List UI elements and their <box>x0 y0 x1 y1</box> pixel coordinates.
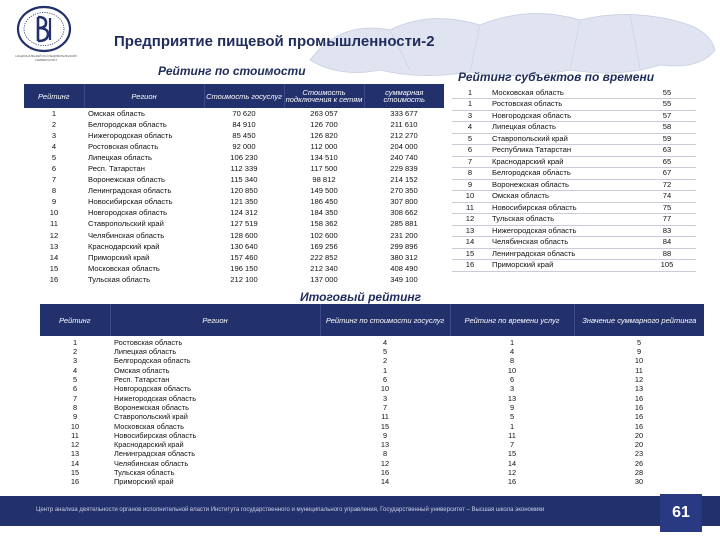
table-cell: 67 <box>638 168 696 180</box>
table-cell: 5 <box>509 412 515 422</box>
table-cell: 9 <box>382 430 388 440</box>
table-cell: 4 <box>382 338 388 347</box>
table-cell: 16 <box>49 274 59 284</box>
time-ranking-table <box>452 87 696 272</box>
table-cell: 13 <box>507 393 517 403</box>
table-cell: 117 500 <box>310 164 338 174</box>
table-row <box>452 179 696 191</box>
table-cell: 1 <box>452 99 488 111</box>
table-cell: Нижегородская область <box>488 225 638 237</box>
table-cell: 115 340 <box>230 175 258 185</box>
table-cell: 12 <box>634 375 644 385</box>
table-cell: 333 677 <box>390 108 418 118</box>
table-row <box>452 248 696 260</box>
cost-table-header-row <box>24 84 444 108</box>
table-cell: 5 <box>51 152 57 162</box>
table-cell: 11 <box>71 430 79 440</box>
table-cell: 30 <box>634 477 644 487</box>
col-header: Рейтинг <box>24 84 84 108</box>
table-cell: Московская область <box>114 421 184 431</box>
page-title: Предприятие пищевой промышленности-2 <box>114 33 435 50</box>
table-cell: 83 <box>638 225 696 237</box>
table-cell: 16 <box>380 468 390 477</box>
table-cell: 16 <box>70 477 80 487</box>
table-row <box>452 202 696 214</box>
hse-emblem-icon <box>10 4 78 54</box>
table-cell: 6 <box>509 375 515 385</box>
final-ranking-table <box>40 304 704 486</box>
table-cell: 112 339 <box>230 164 258 174</box>
table-cell: Республика Татарстан <box>488 145 638 157</box>
col-header: Стоимость госуслуг <box>204 84 284 108</box>
table-cell: 120 850 <box>230 186 258 196</box>
table-cell: 134 510 <box>310 152 338 162</box>
table-row <box>40 468 704 477</box>
table-cell: 4 <box>51 141 57 151</box>
table-row <box>40 431 704 440</box>
table-row <box>452 156 696 168</box>
table-cell: 124 312 <box>230 208 258 218</box>
table-cell: 9 <box>509 402 515 412</box>
table-cell: 10 <box>49 208 59 218</box>
table-cell: 28 <box>634 468 644 477</box>
table-cell: Липецкая область <box>114 347 177 357</box>
table-cell: Ленинградская область <box>114 449 196 459</box>
table-row <box>24 230 444 241</box>
table-cell: 4 <box>452 122 488 134</box>
table-row <box>24 241 444 252</box>
table-cell: 263 057 <box>310 108 338 118</box>
table-row <box>24 186 444 197</box>
table-row <box>452 122 696 134</box>
table-cell: 380 312 <box>390 252 418 262</box>
table-row <box>40 393 704 402</box>
table-cell: 74 <box>638 191 696 203</box>
table-cell: Краснодарский край <box>88 241 160 251</box>
table-cell: 106 230 <box>230 152 258 162</box>
table-cell: 77 <box>638 214 696 226</box>
table-row <box>452 87 696 99</box>
table-cell: 14 <box>70 458 80 468</box>
table-cell: 186 450 <box>310 197 338 207</box>
table-cell: 299 896 <box>390 241 418 251</box>
table-cell: 212 340 <box>310 263 338 273</box>
table-cell: 98 812 <box>312 175 336 185</box>
table-cell: 10 <box>380 384 390 394</box>
table-cell: 70 620 <box>232 108 256 118</box>
table-row <box>24 197 444 208</box>
table-cell: Омская область <box>88 108 145 118</box>
table-cell: 270 350 <box>390 186 418 196</box>
col-header: Рейтинг <box>40 304 110 336</box>
table-cell: 26 <box>634 458 644 468</box>
time-ranking-title: Рейтинг субъектов по времени <box>458 70 655 84</box>
table-cell: 11 <box>452 202 488 214</box>
table-cell: 55 <box>638 99 696 111</box>
table-row <box>24 141 444 152</box>
table-cell: 6 <box>382 375 388 385</box>
table-cell: 8 <box>382 449 388 459</box>
table-cell: 65 <box>638 156 696 168</box>
table-cell: 7 <box>51 175 57 185</box>
table-cell: Ставропольский край <box>114 412 188 422</box>
table-cell: Приморский край <box>488 260 638 272</box>
table-cell: 11 <box>381 412 389 422</box>
table-cell: 196 150 <box>230 263 258 273</box>
table-cell: Новгородская область <box>88 208 168 218</box>
cost-ranking-table <box>24 84 444 286</box>
page-number: 61 <box>660 494 702 532</box>
table-cell: 12 <box>49 230 59 240</box>
table-row <box>24 274 444 285</box>
table-cell: Омская область <box>488 191 638 203</box>
table-row <box>40 347 704 356</box>
table-cell: Челябинская область <box>88 230 165 240</box>
col-header: суммарная стоимость <box>364 84 444 108</box>
table-row <box>40 477 704 486</box>
table-cell: Челябинская область <box>488 237 638 249</box>
table-cell: Новосибирская область <box>114 430 197 440</box>
table-cell: 58 <box>638 122 696 134</box>
table-cell: 126 700 <box>310 119 338 129</box>
table-cell: 16 <box>634 412 644 422</box>
table-cell: 15 <box>70 468 80 477</box>
table-cell: 121 350 <box>230 197 258 207</box>
table-cell: 3 <box>51 130 57 140</box>
table-cell: 307 800 <box>390 197 418 207</box>
table-cell: 14 <box>380 477 390 487</box>
table-cell: 158 362 <box>310 219 338 229</box>
table-cell: 16 <box>634 393 644 403</box>
table-row <box>452 133 696 145</box>
table-cell: 14 <box>452 237 488 249</box>
table-cell: 3 <box>452 110 488 122</box>
table-cell: Воронежская область <box>88 175 165 185</box>
table-cell: 112 000 <box>310 141 338 151</box>
table-cell: 6 <box>452 145 488 157</box>
table-cell: 75 <box>638 202 696 214</box>
table-cell: Респ. Татарстан <box>114 375 170 385</box>
table-cell: 72 <box>638 179 696 191</box>
table-row <box>24 219 444 230</box>
table-cell: Новосибирская область <box>88 197 173 207</box>
table-cell: 1 <box>452 87 488 99</box>
table-cell: 57 <box>638 110 696 122</box>
table-cell: 9 <box>636 347 642 357</box>
table-cell: 10 <box>70 421 80 431</box>
table-cell: 137 000 <box>310 274 338 284</box>
table-cell: Ставропольский край <box>88 219 164 229</box>
table-cell: 3 <box>509 384 515 394</box>
table-cell: 127 519 <box>230 219 258 229</box>
table-cell: 10 <box>452 191 488 203</box>
table-cell: 14 <box>507 458 517 468</box>
table-cell: 157 460 <box>230 252 258 262</box>
table-row <box>452 225 696 237</box>
table-cell: 349 100 <box>390 274 418 284</box>
table-row <box>24 252 444 263</box>
table-cell: Краснодарский край <box>488 156 638 168</box>
table-cell: 1 <box>51 108 57 118</box>
table-row <box>452 214 696 226</box>
table-cell: 12 <box>70 440 80 450</box>
table-row <box>452 168 696 180</box>
table-cell: Челябинская область <box>114 458 189 468</box>
table-row <box>24 175 444 186</box>
table-cell: 105 <box>638 260 696 272</box>
table-cell: 23 <box>634 449 644 459</box>
final-ranking-title: Итоговый рейтинг <box>300 290 422 304</box>
table-cell: 169 256 <box>310 241 338 251</box>
table-cell: Приморский край <box>114 477 174 487</box>
table-cell: 63 <box>638 145 696 157</box>
table-cell: Омская область <box>114 365 170 375</box>
table-cell: 214 152 <box>390 175 418 185</box>
table-cell: Нижегородская область <box>114 393 197 403</box>
table-cell: 11 <box>635 365 643 375</box>
table-cell: 1 <box>509 338 515 347</box>
table-cell: 15 <box>380 421 390 431</box>
col-header: Стоимость подключения к сетям <box>284 84 364 108</box>
table-row <box>24 108 444 119</box>
table-cell: 92 000 <box>232 141 256 151</box>
table-row <box>40 459 704 468</box>
col-header: Регион <box>84 84 204 108</box>
table-cell: 8 <box>452 168 488 180</box>
table-cell: 12 <box>507 468 517 477</box>
table-cell: 184 350 <box>310 208 338 218</box>
table-cell: 15 <box>507 449 517 459</box>
table-cell: 212 270 <box>390 130 418 140</box>
table-cell: 4 <box>72 365 78 375</box>
table-cell: 6 <box>72 384 78 394</box>
table-cell: Новгородская область <box>114 384 192 394</box>
table-cell: 149 500 <box>310 186 338 196</box>
footer-bar <box>0 496 720 526</box>
table-cell: Тульская область <box>114 468 175 477</box>
table-row <box>452 110 696 122</box>
table-cell: Московская область <box>88 263 160 273</box>
table-row <box>452 145 696 157</box>
table-cell: 16 <box>634 421 644 431</box>
table-cell: Ленинградская область <box>488 248 638 260</box>
table-cell: 14 <box>49 252 59 262</box>
table-row <box>24 119 444 130</box>
table-row <box>24 263 444 274</box>
table-cell: 11 <box>50 219 58 229</box>
table-cell: 16 <box>634 402 644 412</box>
table-cell: 15 <box>452 248 488 260</box>
col-header: Рейтинг по стоимости госуслуг <box>320 304 450 336</box>
table-cell: 3 <box>72 356 78 366</box>
table-row <box>24 208 444 219</box>
table-row <box>40 421 704 430</box>
table-cell: Тульская область <box>488 214 638 226</box>
table-cell: 55 <box>638 87 696 99</box>
footer-text: Центр анализа деятельности органов исполнительной власти Института государственного и муниципального управления, Государственный университет – Высшая школа экономики <box>36 507 545 513</box>
table-cell: 126 820 <box>310 130 338 140</box>
table-cell: 5 <box>452 133 488 145</box>
table-cell: 308 662 <box>390 208 418 218</box>
table-cell: 5 <box>382 347 388 357</box>
table-cell: 13 <box>452 225 488 237</box>
table-row <box>452 260 696 272</box>
table-cell: 9 <box>452 179 488 191</box>
table-row <box>40 366 704 375</box>
table-cell: Тульская область <box>88 274 151 284</box>
table-cell: Белгородская область <box>88 119 167 129</box>
table-cell: 7 <box>72 393 78 403</box>
table-cell: 13 <box>70 449 80 459</box>
table-cell: Краснодарский край <box>114 440 184 450</box>
table-cell: 231 200 <box>390 230 418 240</box>
table-cell: 8 <box>51 186 57 196</box>
table-cell: 2 <box>72 347 78 357</box>
table-cell: 13 <box>380 440 390 450</box>
table-cell: 20 <box>634 440 644 450</box>
table-cell: Ростовская область <box>114 338 183 347</box>
table-cell: 12 <box>380 458 390 468</box>
logo-caption: НАЦИОНАЛЬНЫЙ ИССЛЕДОВАТЕЛЬСКИЙ УНИВЕРСИТЕТ <box>15 54 77 62</box>
table-row <box>40 412 704 421</box>
table-row <box>452 99 696 111</box>
table-row <box>40 375 704 384</box>
table-cell: 1 <box>72 338 78 347</box>
table-cell: Московская область <box>488 87 638 99</box>
table-cell: 7 <box>382 402 388 412</box>
table-cell: Ростовская область <box>88 141 159 151</box>
table-cell: 59 <box>638 133 696 145</box>
table-cell: Ленинградская область <box>88 186 172 196</box>
table-cell: 85 450 <box>232 130 256 140</box>
table-cell: 16 <box>452 260 488 272</box>
table-cell: Ростовская область <box>488 99 638 111</box>
table-cell: 16 <box>507 477 517 487</box>
table-cell: 211 610 <box>390 119 418 129</box>
table-row <box>40 356 704 365</box>
table-cell: 2 <box>51 119 57 129</box>
table-row <box>24 130 444 141</box>
col-header: Рейтинг по времени услуг <box>450 304 574 336</box>
table-cell: 6 <box>51 164 57 174</box>
table-cell: Воронежская область <box>114 402 189 412</box>
table-cell: 84 <box>638 237 696 249</box>
table-cell: 8 <box>509 356 515 366</box>
table-cell: Липецкая область <box>88 152 152 162</box>
table-row <box>452 191 696 203</box>
table-cell: 2 <box>382 356 388 366</box>
table-cell: Приморский край <box>88 252 150 262</box>
table-cell: 9 <box>51 197 57 207</box>
col-header: Регион <box>110 304 320 336</box>
table-row <box>40 403 704 412</box>
table-cell: 222 852 <box>310 252 338 262</box>
table-cell: 5 <box>636 338 642 347</box>
table-cell: 12 <box>452 214 488 226</box>
table-cell: 7 <box>452 156 488 168</box>
table-cell: 1 <box>509 421 515 431</box>
col-header: Значение суммарного рейтинга <box>574 304 704 336</box>
table-cell: 88 <box>638 248 696 260</box>
table-cell: 3 <box>382 393 388 403</box>
table-cell: Респ. Татарстан <box>88 164 145 174</box>
table-cell: Белгородская область <box>114 356 191 366</box>
table-cell: Липецкая область <box>488 122 638 134</box>
table-cell: 84 910 <box>232 119 256 129</box>
final-table-header-row <box>40 304 704 336</box>
table-row <box>40 384 704 393</box>
table-cell: 13 <box>49 241 59 251</box>
table-cell: 10 <box>507 365 517 375</box>
table-cell: 130 640 <box>230 241 258 251</box>
table-cell: 204 000 <box>390 141 418 151</box>
table-cell: Ставропольский край <box>488 133 638 145</box>
table-cell: 9 <box>72 412 78 422</box>
table-row <box>24 163 444 174</box>
table-cell: 20 <box>634 430 644 440</box>
table-cell: Новосибирская область <box>488 202 638 214</box>
table-cell: Нижегородская область <box>88 130 173 140</box>
table-cell: 102 600 <box>310 230 338 240</box>
table-cell: 10 <box>634 356 644 366</box>
table-cell: 240 740 <box>390 152 418 162</box>
cost-ranking-title: Рейтинг по стоимости <box>158 64 306 78</box>
table-cell: 212 100 <box>230 274 258 284</box>
table-row <box>24 152 444 163</box>
table-cell: 5 <box>72 375 78 385</box>
table-row <box>452 237 696 249</box>
table-cell: 1 <box>382 365 388 375</box>
table-cell: 13 <box>634 384 644 394</box>
table-cell: Воронежская область <box>488 179 638 191</box>
table-cell: 7 <box>509 440 515 450</box>
table-cell: 11 <box>508 430 516 440</box>
table-cell: 408 490 <box>390 263 418 273</box>
table-cell: Белгородская область <box>488 168 638 180</box>
table-cell: 229 839 <box>390 164 418 174</box>
table-cell: 128 600 <box>230 230 258 240</box>
table-cell: 285 881 <box>390 219 418 229</box>
table-row <box>40 449 704 458</box>
table-cell: Новгородская область <box>488 110 638 122</box>
table-row <box>40 440 704 449</box>
table-cell: 15 <box>49 263 59 273</box>
table-cell: 8 <box>72 402 78 412</box>
table-row <box>40 336 704 347</box>
table-cell: 4 <box>509 347 515 357</box>
